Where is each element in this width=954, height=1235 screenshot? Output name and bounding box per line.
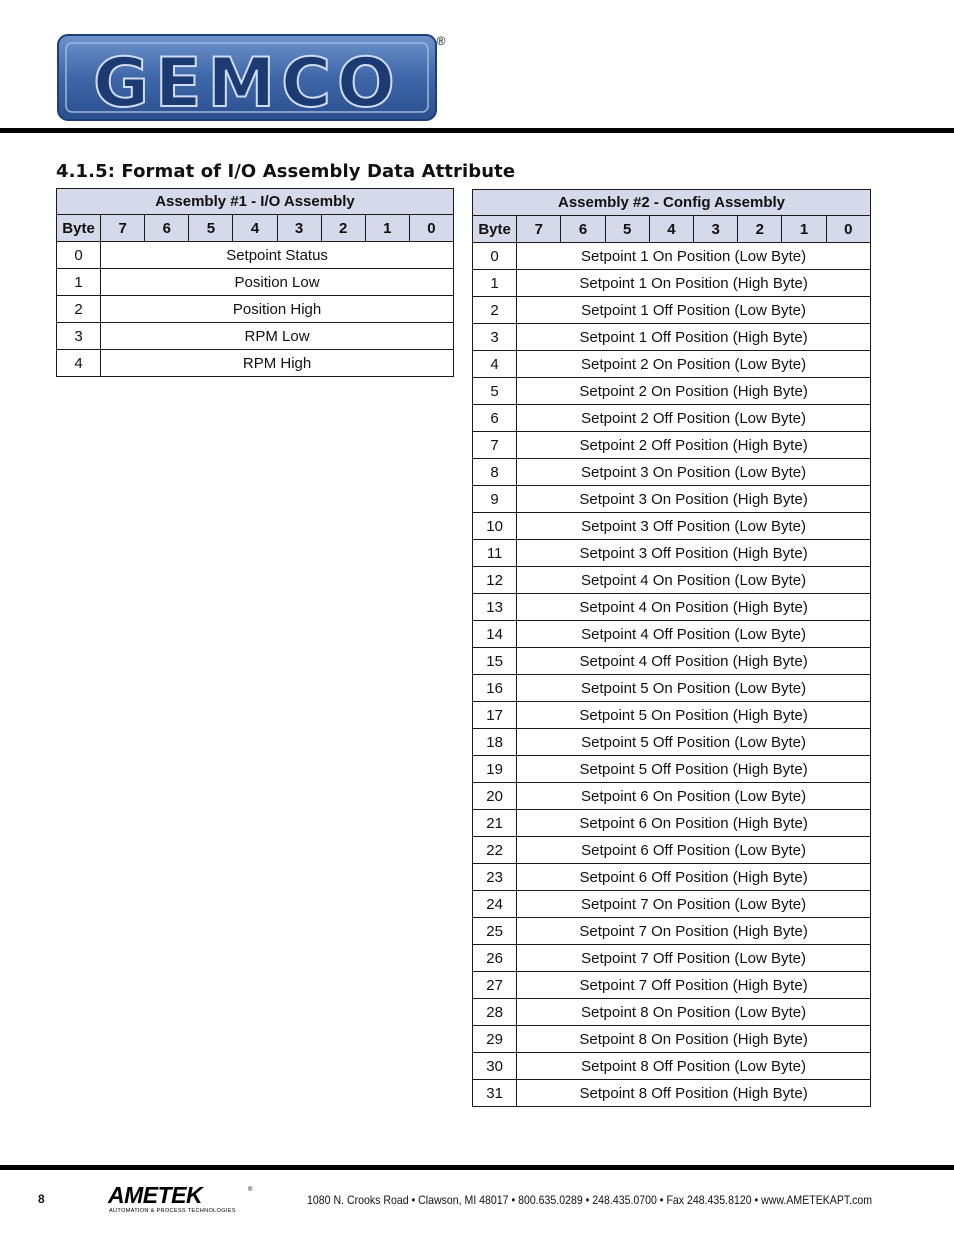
byte-number-cell: 19 [473, 756, 517, 783]
section-title: 4.1.5: Format of I/O Assembly Data Attribute [56, 161, 516, 182]
assembly-2-row [473, 702, 871, 729]
byte-number-cell: 18 [473, 729, 517, 756]
assembly-2-row [473, 918, 871, 945]
byte-description-cell: Setpoint 2 Off Position (High Byte) [517, 432, 871, 459]
column-header-bit-4: 4 [649, 216, 693, 243]
byte-number-cell: 24 [473, 891, 517, 918]
byte-description-cell: Setpoint 4 On Position (High Byte) [517, 594, 871, 621]
assembly-2-row [473, 648, 871, 675]
byte-number-cell: 29 [473, 1026, 517, 1053]
ametek-registered-mark: ® [248, 1187, 253, 1193]
byte-description-cell: Setpoint 5 Off Position (Low Byte) [517, 729, 871, 756]
byte-number-cell: 6 [473, 405, 517, 432]
assembly-2-row [473, 405, 871, 432]
byte-description-cell: Setpoint 8 Off Position (High Byte) [517, 1080, 871, 1107]
assembly-1-row [57, 350, 454, 377]
byte-number-cell: 4 [473, 351, 517, 378]
byte-description-cell: Setpoint 6 On Position (Low Byte) [517, 783, 871, 810]
assembly-2-row [473, 243, 871, 270]
footer-rule [0, 1165, 954, 1170]
assembly-2-row [473, 837, 871, 864]
assembly-2-row [473, 810, 871, 837]
byte-description-cell: Setpoint 6 On Position (High Byte) [517, 810, 871, 837]
assembly-2-row [473, 324, 871, 351]
assembly-1-title: Assembly #1 - I/O Assembly [57, 189, 454, 215]
assembly-2-row [473, 891, 871, 918]
byte-number-cell: 8 [473, 459, 517, 486]
assembly-2-row [473, 486, 871, 513]
byte-description-cell: Setpoint 4 Off Position (High Byte) [517, 648, 871, 675]
byte-number-cell: 31 [473, 1080, 517, 1107]
byte-description-cell: Setpoint 4 On Position (Low Byte) [517, 567, 871, 594]
assembly-2-row [473, 270, 871, 297]
assembly-2-title: Assembly #2 - Config Assembly [473, 190, 871, 216]
column-header-bit-4: 4 [233, 215, 277, 242]
byte-number-cell: 2 [473, 297, 517, 324]
logo-wordmark: GEMCO [93, 44, 401, 123]
assembly-2-row [473, 432, 871, 459]
byte-number-cell: 1 [57, 269, 101, 296]
assembly-2-row [473, 540, 871, 567]
assembly-2-header-row [473, 216, 871, 243]
assembly-1-table [56, 188, 454, 377]
column-header-bit-2: 2 [321, 215, 365, 242]
byte-number-cell: 4 [57, 350, 101, 377]
byte-number-cell: 15 [473, 648, 517, 675]
gemco-logo [57, 33, 449, 123]
byte-description-cell: Setpoint 4 Off Position (Low Byte) [517, 621, 871, 648]
ametek-tagline: AUTOMATION & PROCESS TECHNOLOGIES [109, 1208, 236, 1213]
byte-description-cell: Setpoint 3 Off Position (Low Byte) [517, 513, 871, 540]
byte-number-cell: 0 [473, 243, 517, 270]
column-header-bit-0: 0 [826, 216, 870, 243]
column-header-bit-5: 5 [605, 216, 649, 243]
byte-number-cell: 2 [57, 296, 101, 323]
byte-number-cell: 22 [473, 837, 517, 864]
assembly-1-row [57, 296, 454, 323]
assembly-2-row [473, 729, 871, 756]
byte-description-cell: Setpoint 6 Off Position (Low Byte) [517, 837, 871, 864]
byte-number-cell: 27 [473, 972, 517, 999]
byte-number-cell: 1 [473, 270, 517, 297]
assembly-2-row [473, 1026, 871, 1053]
assembly-1-header-row [57, 215, 454, 242]
byte-number-cell: 9 [473, 486, 517, 513]
byte-description-cell: Setpoint 7 On Position (Low Byte) [517, 891, 871, 918]
column-header-bit-2: 2 [738, 216, 782, 243]
byte-number-cell: 23 [473, 864, 517, 891]
header-rule [0, 128, 954, 133]
assembly-2-row [473, 864, 871, 891]
byte-description-cell: Setpoint 8 On Position (High Byte) [517, 1026, 871, 1053]
assembly-2-row [473, 783, 871, 810]
byte-description-cell: Setpoint Status [101, 242, 454, 269]
byte-description-cell: Setpoint 7 Off Position (High Byte) [517, 972, 871, 999]
byte-number-cell: 20 [473, 783, 517, 810]
assembly-1-row [57, 323, 454, 350]
byte-description-cell: Setpoint 3 On Position (Low Byte) [517, 459, 871, 486]
byte-number-cell: 21 [473, 810, 517, 837]
byte-number-cell: 28 [473, 999, 517, 1026]
byte-description-cell: RPM Low [101, 323, 454, 350]
byte-number-cell: 10 [473, 513, 517, 540]
assembly-2-row [473, 756, 871, 783]
assembly-1-row [57, 242, 454, 269]
assembly-2-row [473, 1080, 871, 1107]
column-header-bit-3: 3 [694, 216, 738, 243]
assembly-2-row [473, 594, 871, 621]
byte-number-cell: 11 [473, 540, 517, 567]
ametek-logo [108, 1183, 253, 1213]
byte-number-cell: 12 [473, 567, 517, 594]
column-header-byte: Byte [473, 216, 517, 243]
assembly-2-row [473, 1053, 871, 1080]
byte-description-cell: Setpoint 7 On Position (High Byte) [517, 918, 871, 945]
assembly-2-row [473, 351, 871, 378]
byte-description-cell: Setpoint 8 Off Position (Low Byte) [517, 1053, 871, 1080]
byte-description-cell: Setpoint 8 On Position (Low Byte) [517, 999, 871, 1026]
assembly-2-row [473, 621, 871, 648]
assembly-2-row [473, 297, 871, 324]
byte-number-cell: 30 [473, 1053, 517, 1080]
assembly-2-row [473, 567, 871, 594]
byte-number-cell: 7 [473, 432, 517, 459]
column-header-bit-3: 3 [277, 215, 321, 242]
byte-description-cell: Position High [101, 296, 454, 323]
byte-description-cell: RPM High [101, 350, 454, 377]
byte-number-cell: 14 [473, 621, 517, 648]
byte-number-cell: 3 [57, 323, 101, 350]
byte-number-cell: 3 [473, 324, 517, 351]
byte-number-cell: 5 [473, 378, 517, 405]
byte-description-cell: Setpoint 5 On Position (Low Byte) [517, 675, 871, 702]
column-header-bit-0: 0 [409, 215, 453, 242]
byte-description-cell: Setpoint 2 On Position (High Byte) [517, 378, 871, 405]
column-header-bit-5: 5 [189, 215, 233, 242]
assembly-1-body [57, 242, 454, 377]
byte-description-cell: Setpoint 1 Off Position (Low Byte) [517, 297, 871, 324]
byte-description-cell: Setpoint 1 On Position (Low Byte) [517, 243, 871, 270]
column-header-bit-7: 7 [101, 215, 145, 242]
assembly-2-table [472, 189, 871, 1107]
assembly-2-row [473, 513, 871, 540]
assembly-1-row [57, 269, 454, 296]
assembly-2-row [473, 378, 871, 405]
byte-number-cell: 0 [57, 242, 101, 269]
byte-description-cell: Setpoint 2 On Position (Low Byte) [517, 351, 871, 378]
assembly-2-row [473, 972, 871, 999]
page-number: 8 [38, 1192, 45, 1206]
byte-description-cell: Setpoint 1 On Position (High Byte) [517, 270, 871, 297]
ametek-wordmark: AMETEK [108, 1183, 203, 1208]
byte-description-cell: Setpoint 2 Off Position (Low Byte) [517, 405, 871, 432]
byte-description-cell: Setpoint 5 Off Position (High Byte) [517, 756, 871, 783]
column-header-byte: Byte [57, 215, 101, 242]
byte-description-cell: Setpoint 5 On Position (High Byte) [517, 702, 871, 729]
byte-number-cell: 16 [473, 675, 517, 702]
column-header-bit-6: 6 [561, 216, 605, 243]
column-header-bit-1: 1 [365, 215, 409, 242]
column-header-bit-6: 6 [145, 215, 189, 242]
assembly-2-row [473, 675, 871, 702]
byte-number-cell: 25 [473, 918, 517, 945]
logo-registered-mark: ® [436, 34, 446, 48]
assembly-2-row [473, 459, 871, 486]
column-header-bit-1: 1 [782, 216, 826, 243]
byte-description-cell: Setpoint 3 Off Position (High Byte) [517, 540, 871, 567]
byte-description-cell: Setpoint 1 Off Position (High Byte) [517, 324, 871, 351]
byte-description-cell: Position Low [101, 269, 454, 296]
byte-description-cell: Setpoint 7 Off Position (Low Byte) [517, 945, 871, 972]
assembly-2-row [473, 945, 871, 972]
byte-number-cell: 13 [473, 594, 517, 621]
column-header-bit-7: 7 [517, 216, 561, 243]
byte-number-cell: 26 [473, 945, 517, 972]
footer-address: 1080 N. Crooks Road • Clawson, MI 48017 • 800.635.0289 • 248.435.0700 • Fax 248.435.8120 • www.AMETEKAPT.com [306, 1193, 872, 1207]
assembly-2-body [473, 243, 871, 1107]
byte-number-cell: 17 [473, 702, 517, 729]
byte-description-cell: Setpoint 3 On Position (High Byte) [517, 486, 871, 513]
assembly-2-row [473, 999, 871, 1026]
byte-description-cell: Setpoint 6 Off Position (High Byte) [517, 864, 871, 891]
